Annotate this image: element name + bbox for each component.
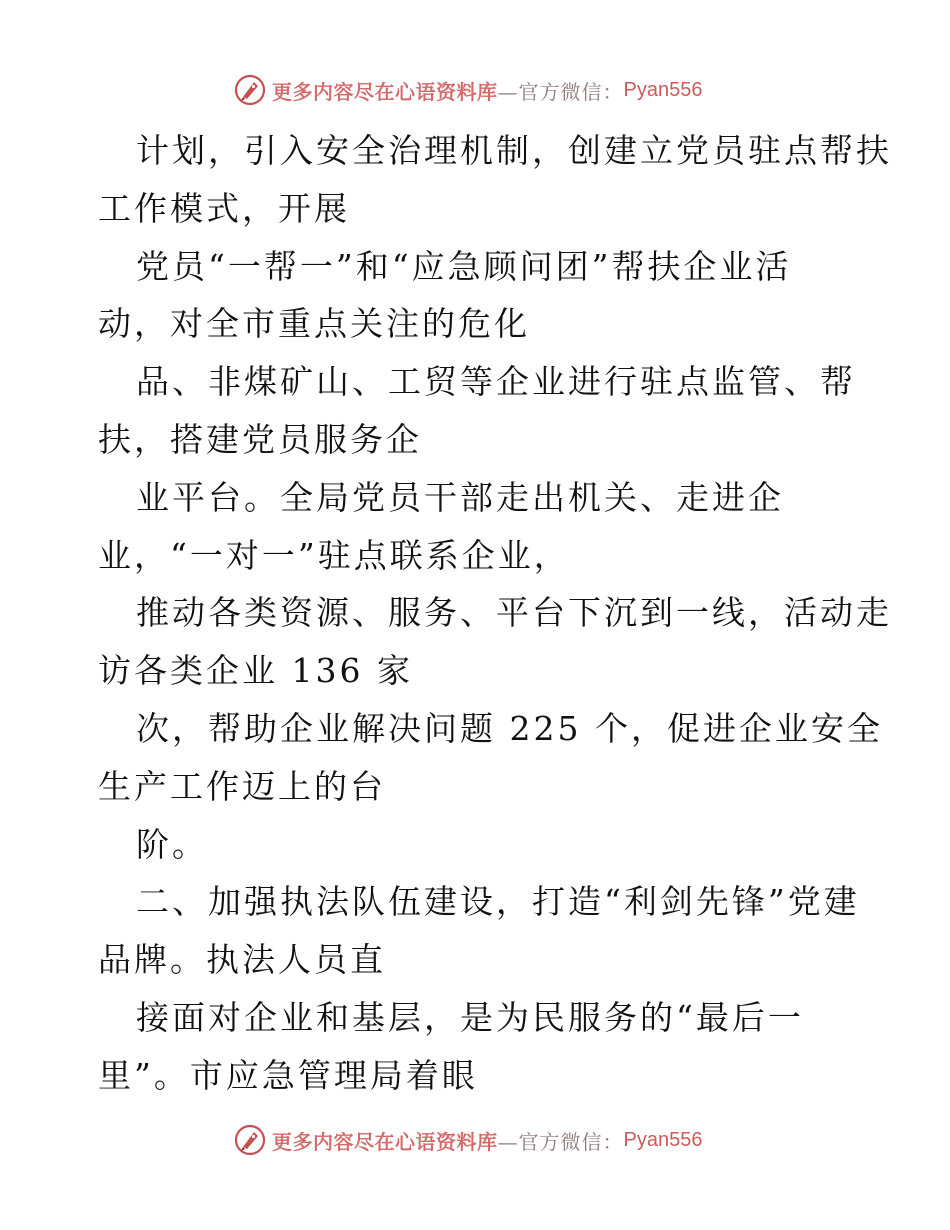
text-line: 扶，搭建党员服务企 — [98, 419, 422, 459]
text-line: 次，帮助企业解决问题 225 个，促进企业安全 — [136, 708, 883, 748]
document-body — [98, 122, 892, 1105]
watermark-brand-text: 更多内容尽在心语资料库 — [272, 79, 498, 104]
text-line: 接面对企业和基层，是为民服务的“最后一 — [136, 997, 804, 1037]
text-line: 推动各类资源、服务、平台下沉到一线，活动走 — [136, 593, 892, 633]
text-line: 二、加强执法队伍建设，打造“利剑先锋”党建 — [136, 882, 860, 922]
text-line: 党员“一帮一”和“应急顾问团”帮扶企业活 — [136, 246, 792, 286]
footer-watermark — [234, 1123, 702, 1157]
text-line: 品牌。执法人员直 — [98, 940, 386, 980]
text-line: 访各类企业 136 家 — [98, 651, 413, 691]
watermark-dash-text: —官方微信： — [497, 1129, 624, 1154]
pen-nib-logo-icon — [234, 1124, 266, 1156]
watermark-wechat-id: Pyan556 — [623, 78, 703, 101]
watermark-dash-text: —官方微信： — [497, 79, 624, 104]
text-line: 业平台。全局党员干部走出机关、走进企 — [136, 477, 784, 517]
watermark-wechat-id: Pyan556 — [623, 1128, 703, 1151]
text-line: 工作模式，开展 — [98, 188, 350, 228]
text-line: 里”。市应急管理局着眼 — [98, 1055, 478, 1095]
pen-nib-logo-icon — [234, 74, 266, 106]
text-line: 生产工作迈上的台 — [98, 766, 386, 806]
watermark-brand-text: 更多内容尽在心语资料库 — [272, 1129, 498, 1154]
text-line: 阶。 — [136, 824, 208, 864]
text-line: 动，对全市重点关注的危化 — [98, 304, 530, 344]
header-watermark — [234, 73, 702, 107]
text-line: 业，“一对一”驻点联系企业， — [98, 535, 570, 575]
text-line: 计划，引入安全治理机制，创建立党员驻点帮扶 — [136, 131, 892, 170]
text-line: 品、非煤矿山、工贸等企业进行驻点监管、帮 — [136, 362, 856, 402]
